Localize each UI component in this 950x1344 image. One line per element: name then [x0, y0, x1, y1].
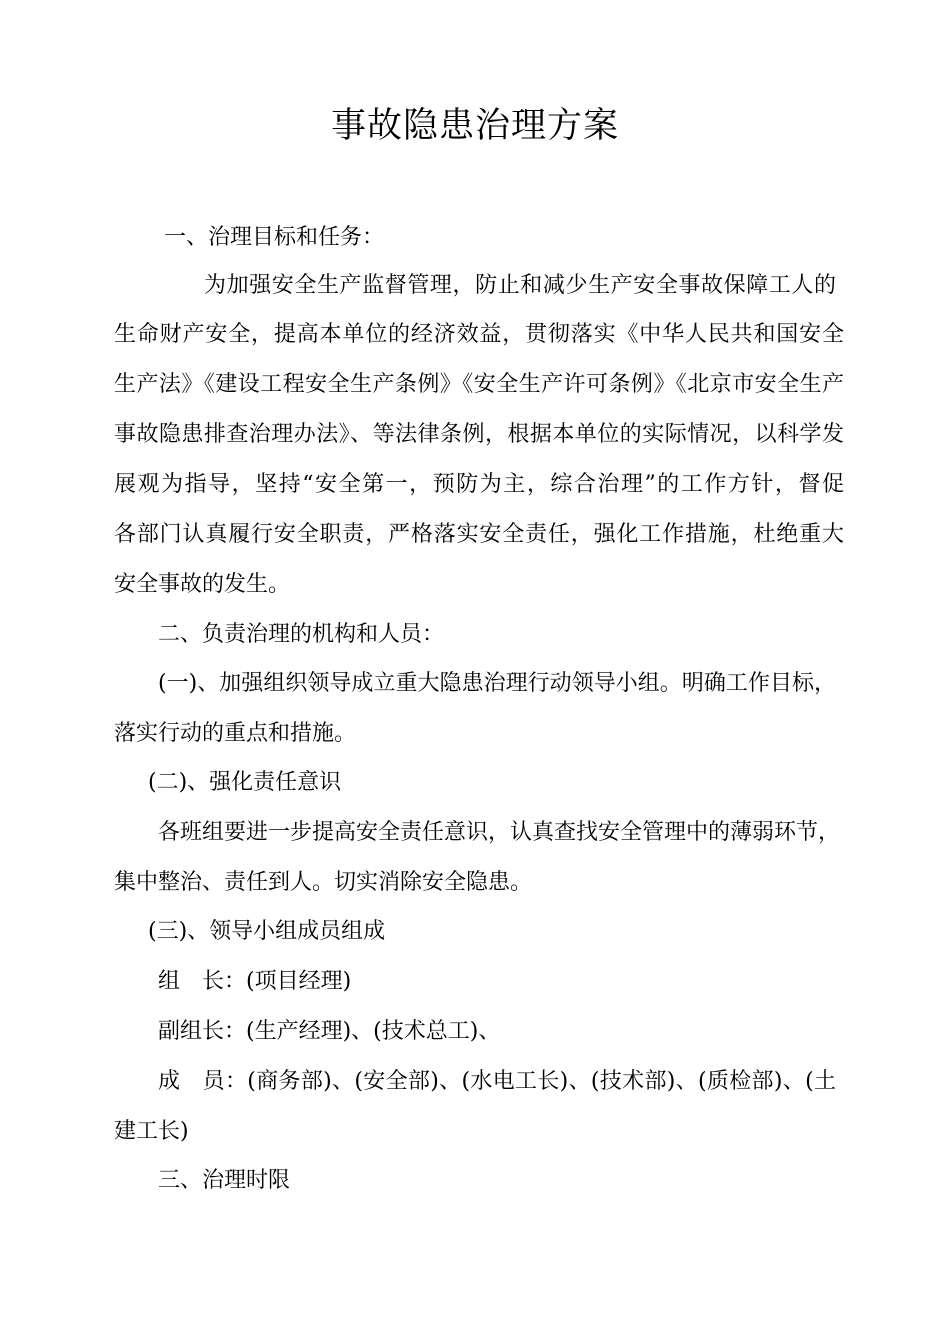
member-line-leader: 组 长：(项目经理) [158, 969, 352, 994]
paragraph-line: 各班组要进一步提高安全责任意识，认真查找安全管理中的薄弱环节， [158, 820, 841, 845]
paragraph-line: 生命财产安全，提高本单位的经济效益，贯彻落实《中华人民共和国安全 [114, 322, 844, 347]
subsection-heading: (三)、领导小组成员组成 [148, 919, 386, 944]
document-title: 事故隐患治理方案 [330, 106, 619, 146]
section-heading-3: 三、治理时限 [158, 1168, 291, 1193]
paragraph-line: 落实行动的重点和措施。 [114, 721, 357, 746]
paragraph-line: (一)、加强组织领导成立重大隐患治理行动领导小组。明确工作目标， [158, 671, 836, 696]
paragraph-line: 集中整治、责任到人。切实消除安全隐患。 [114, 870, 533, 895]
member-line-members: 成 员：(商务部)、(安全部)、(水电工长)、(技术部)、(质检部)、(土 [158, 1069, 836, 1094]
paragraph-line: 生产法》《建设工程安全生产条例》《安全生产许可条例》《北京市安全生产 [114, 372, 844, 397]
paragraph-line: 各部门认真履行安全职责，严格落实安全责任，强化工作措施，杜绝重大 [114, 522, 844, 547]
paragraph-line: 事故隐患排查治理办法》、等法律条例，根据本单位的实际情况，以科学发 [114, 422, 844, 447]
paragraph-line: 安全事故的发生。 [114, 572, 291, 597]
paragraph-line: 展观为指导，坚持“安全第一，预防为主，综合治理”的工作方针，督促 [114, 472, 844, 497]
member-line-deputy: 副组长：(生产经理)、(技术总工)、 [158, 1019, 501, 1044]
subsection-heading: (二)、强化责任意识 [148, 770, 342, 795]
member-line-members-cont: 建工长) [114, 1119, 189, 1144]
section-heading-1: 一、治理目标和任务： [164, 225, 385, 250]
paragraph-line: 为加强安全生产监督管理，防止和减少生产安全事故保障工人的 [204, 273, 836, 298]
section-heading-2: 二、负责治理的机构和人员： [158, 622, 445, 647]
